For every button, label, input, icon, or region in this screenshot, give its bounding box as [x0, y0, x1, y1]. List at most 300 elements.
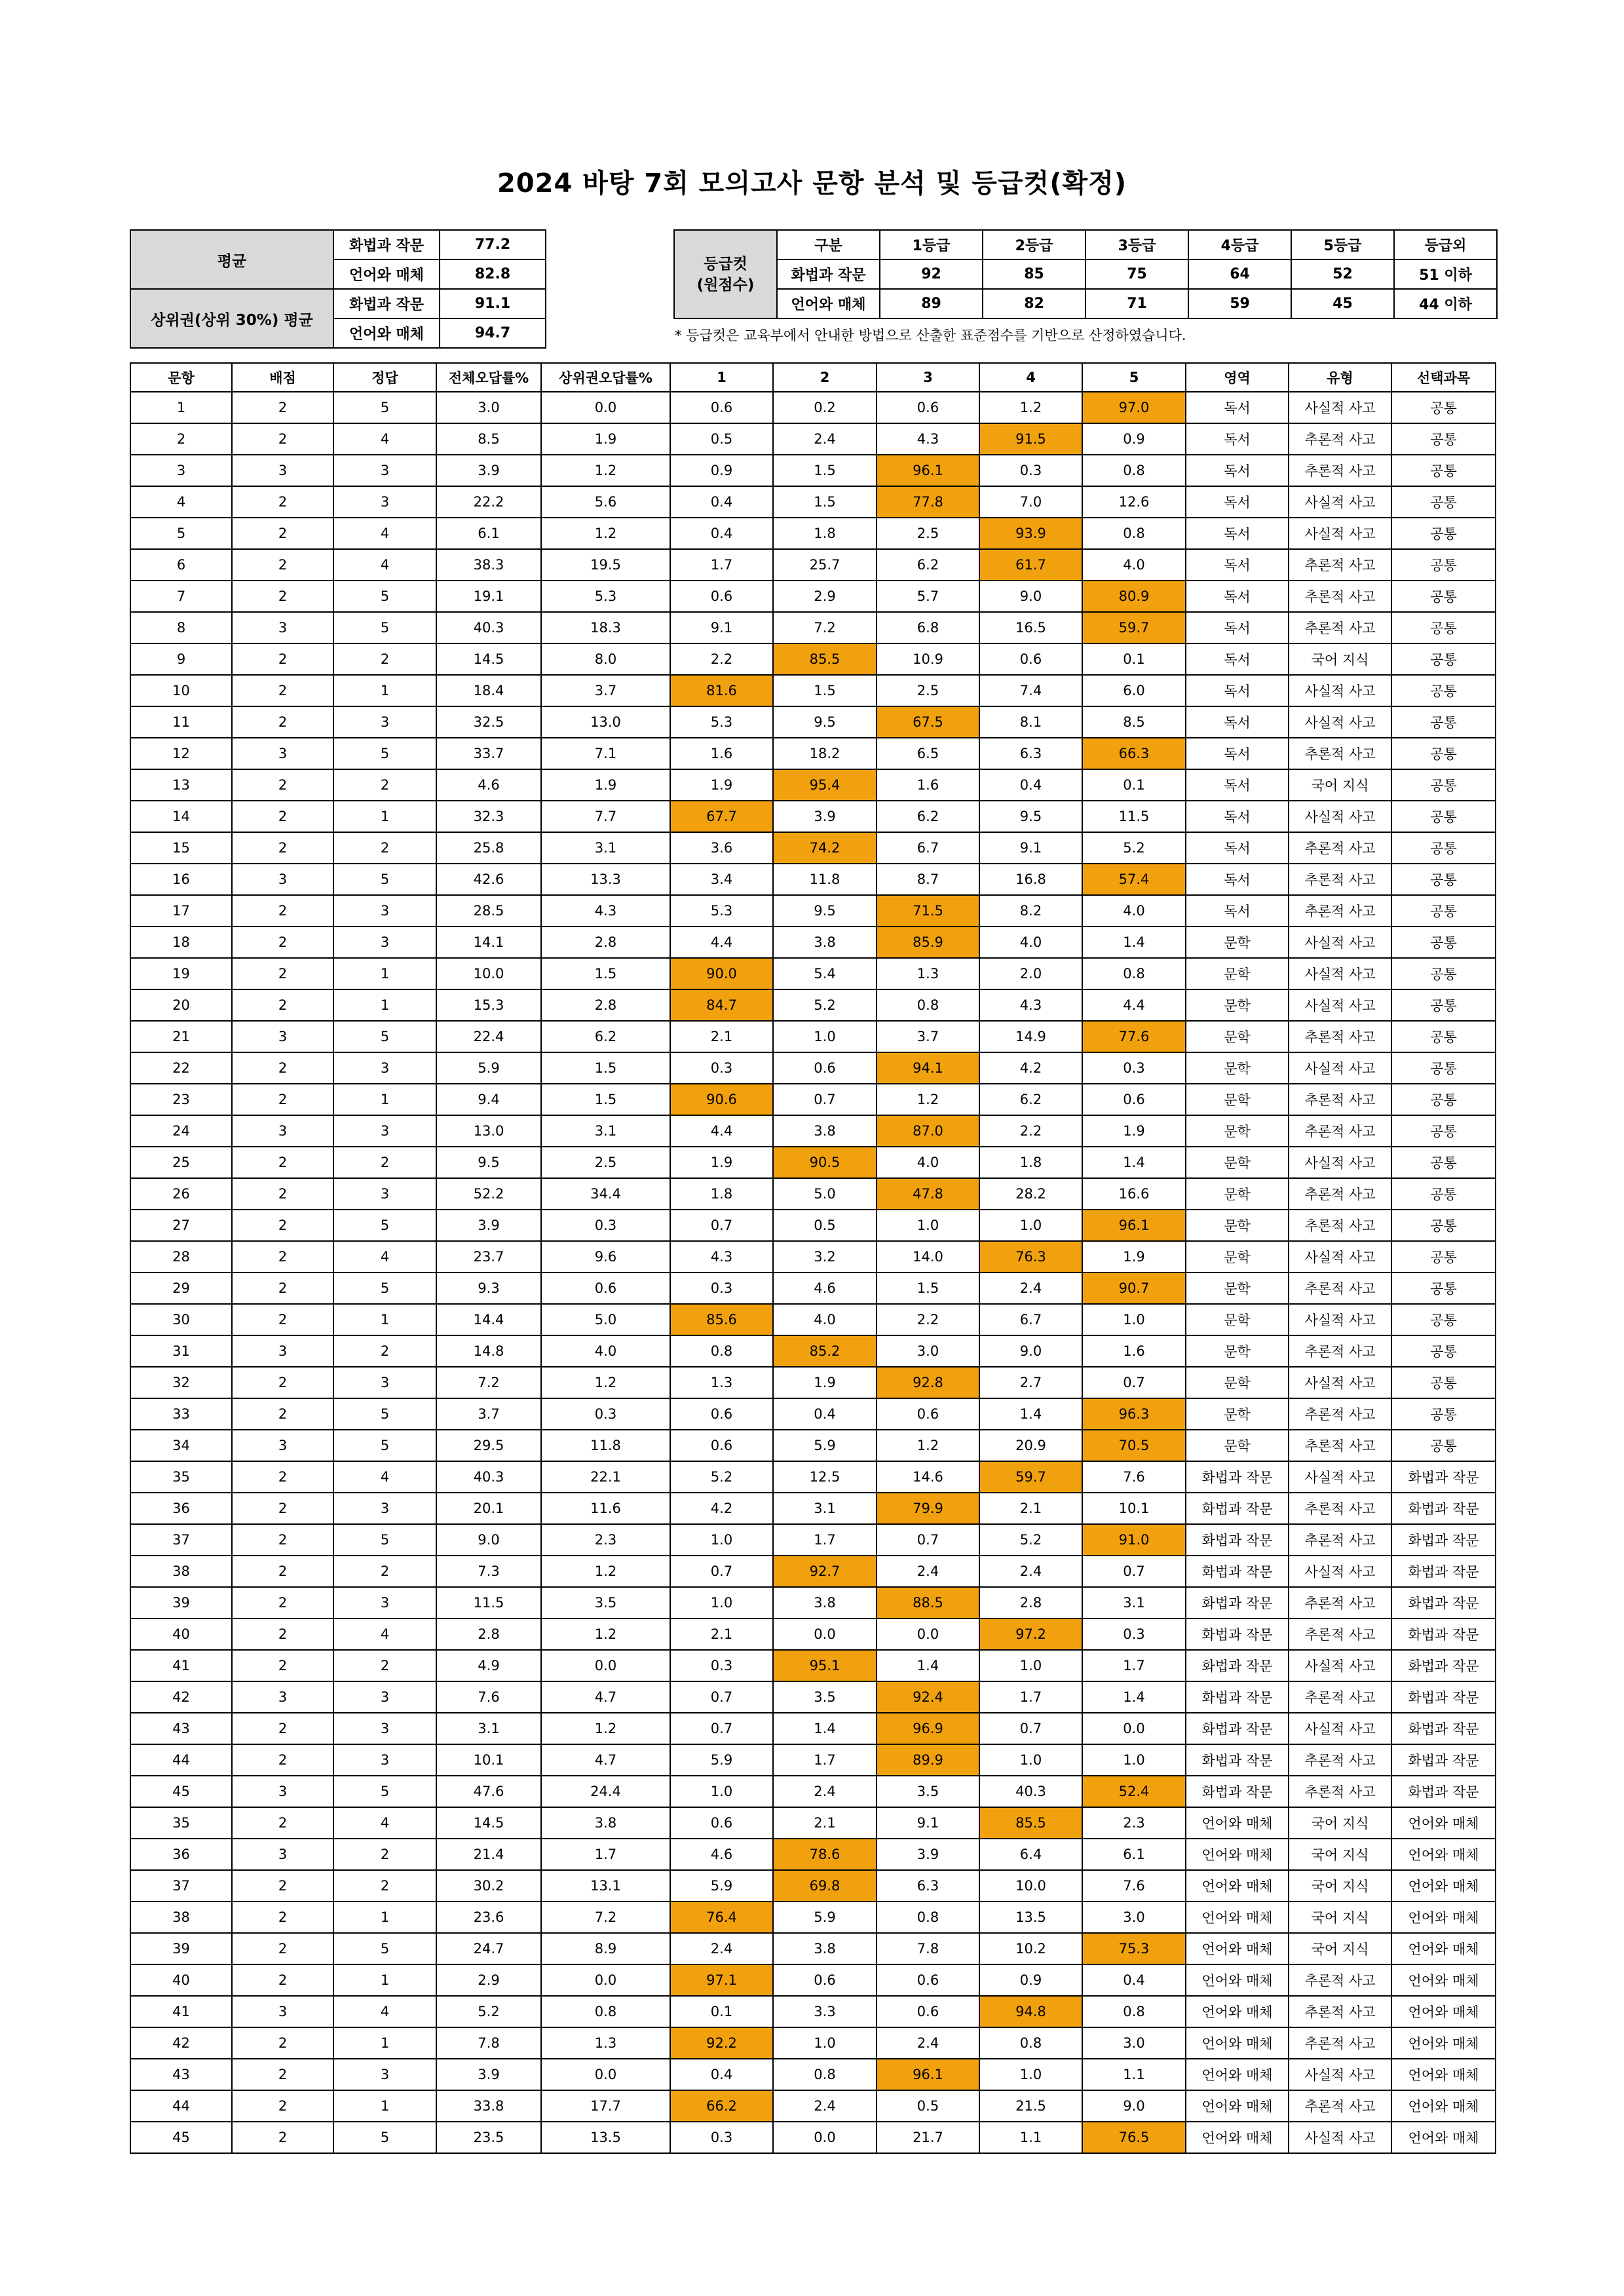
table-cell: 문학 [1186, 1241, 1289, 1272]
table-cell: 2 [232, 423, 333, 455]
table-cell: 14.0 [877, 1241, 979, 1272]
table-cell: 2 [232, 643, 333, 675]
table-cell: 사실적 사고 [1289, 1304, 1391, 1335]
table-cell: 문학 [1186, 1021, 1289, 1052]
table-cell: 공통 [1391, 801, 1496, 832]
table-cell: 4.4 [1082, 989, 1186, 1021]
table-cell: 0.6 [773, 1964, 877, 1996]
grade-cut-header-cell: 2등급 [983, 230, 1086, 259]
table-cell: 공통 [1391, 706, 1496, 738]
table-cell: 문학 [1186, 1084, 1289, 1115]
table-cell: 4.0 [541, 1335, 670, 1367]
table-cell: 11.8 [773, 864, 877, 895]
table-cell: 25 [130, 1147, 232, 1178]
table-cell: 25.7 [773, 549, 877, 581]
table-row [130, 1681, 1496, 1713]
correct-answer-cell: 70.5 [1082, 1430, 1186, 1461]
table-cell: 공통 [1391, 392, 1496, 423]
table-cell: 공통 [1391, 989, 1496, 1021]
correct-answer-cell: 75.3 [1082, 1933, 1186, 1964]
table-cell: 1.0 [979, 2059, 1082, 2090]
table-cell: 3.1 [541, 1115, 670, 1147]
table-cell: 0.3 [979, 455, 1082, 486]
table-row [130, 1272, 1496, 1304]
table-cell: 독서 [1186, 769, 1289, 801]
table-cell: 1.2 [541, 1367, 670, 1398]
table-cell: 5.2 [670, 1461, 773, 1493]
table-cell: 공통 [1391, 1367, 1496, 1398]
table-cell: 1.5 [541, 958, 670, 989]
table-cell: 추론적 사고 [1289, 1524, 1391, 1556]
table-cell: 화법과 작문 [1186, 1587, 1289, 1618]
correct-answer-cell: 85.5 [979, 1807, 1082, 1839]
table-cell: 추론적 사고 [1289, 1210, 1391, 1241]
table-cell: 화법과 작문 [1186, 1493, 1289, 1524]
table-cell: 16.8 [979, 864, 1082, 895]
table-cell: 10.1 [436, 1744, 541, 1776]
column-header: 유형 [1289, 363, 1391, 392]
table-row [130, 2122, 1496, 2153]
table-cell: 공통 [1391, 1241, 1496, 1272]
table-cell: 공통 [1391, 1398, 1496, 1430]
table-cell: 국어 지식 [1289, 1870, 1391, 1902]
table-cell: 23.6 [436, 1902, 541, 1933]
correct-answer-cell: 85.6 [670, 1304, 773, 1335]
table-cell: 0.6 [877, 392, 979, 423]
table-cell: 11.5 [1082, 801, 1186, 832]
table-cell: 1.4 [979, 1398, 1082, 1430]
table-cell: 공통 [1391, 549, 1496, 581]
table-row [130, 1996, 1496, 2027]
table-cell: 5.9 [670, 1744, 773, 1776]
table-cell: 2.1 [670, 1618, 773, 1650]
correct-answer-cell: 77.6 [1082, 1021, 1186, 1052]
table-cell: 21 [130, 1021, 232, 1052]
table-cell: 13.0 [541, 706, 670, 738]
table-cell: 독서 [1186, 643, 1289, 675]
table-cell: 1 [333, 958, 436, 989]
table-cell: 독서 [1186, 801, 1289, 832]
table-row [130, 486, 1496, 518]
table-row [130, 989, 1496, 1021]
table-cell: 1.2 [541, 1713, 670, 1744]
table-cell: 사실적 사고 [1289, 518, 1391, 549]
table-cell: 3.5 [877, 1776, 979, 1807]
table-cell: 2 [232, 1902, 333, 1933]
table-row [130, 1713, 1496, 1744]
table-cell: 2.2 [877, 1304, 979, 1335]
table-cell: 17.7 [541, 2090, 670, 2122]
table-cell: 4.0 [1082, 549, 1186, 581]
table-cell: 1 [333, 801, 436, 832]
table-row [130, 1084, 1496, 1115]
table-cell: 27 [130, 1210, 232, 1241]
table-cell: 14.1 [436, 927, 541, 958]
table-cell: 6 [130, 549, 232, 581]
table-row [130, 1933, 1496, 1964]
table-cell: 4 [333, 1618, 436, 1650]
table-cell: 5 [333, 1430, 436, 1461]
table-cell: 35 [130, 1807, 232, 1839]
table-cell: 0.0 [877, 1618, 979, 1650]
table-cell: 문학 [1186, 1272, 1289, 1304]
table-cell: 추론적 사고 [1289, 895, 1391, 927]
table-cell: 3 [232, 1776, 333, 1807]
table-cell: 12 [130, 738, 232, 769]
table-cell: 공통 [1391, 1430, 1496, 1461]
correct-answer-cell: 85.2 [773, 1335, 877, 1367]
grade-cut-value: 45 [1291, 289, 1394, 318]
grade-cut-value: 75 [1086, 259, 1188, 289]
table-cell: 문학 [1186, 1210, 1289, 1241]
table-cell: 추론적 사고 [1289, 1178, 1391, 1210]
table-cell: 2 [333, 1870, 436, 1902]
table-cell: 공통 [1391, 675, 1496, 706]
table-cell: 2.8 [436, 1618, 541, 1650]
table-cell: 4.6 [773, 1272, 877, 1304]
table-cell: 3.7 [436, 1398, 541, 1430]
table-cell: 국어 지식 [1289, 1807, 1391, 1839]
table-cell: 언어와 매체 [1186, 1839, 1289, 1870]
table-row [130, 1744, 1496, 1776]
table-row [130, 769, 1496, 801]
table-cell: 12.6 [1082, 486, 1186, 518]
table-cell: 14.5 [436, 1807, 541, 1839]
table-cell: 언어와 매체 [1391, 1964, 1496, 1996]
table-cell: 독서 [1186, 455, 1289, 486]
table-cell: 추론적 사고 [1289, 1398, 1391, 1430]
table-cell: 37 [130, 1870, 232, 1902]
avg-value-language: 82.8 [440, 259, 546, 289]
table-row [130, 1650, 1496, 1681]
table-cell: 공통 [1391, 1084, 1496, 1115]
correct-answer-cell: 92.4 [877, 1681, 979, 1713]
table-cell: 0.8 [1082, 518, 1186, 549]
table-cell: 추론적 사고 [1289, 738, 1391, 769]
table-cell: 2 [232, 1272, 333, 1304]
table-cell: 9.1 [877, 1807, 979, 1839]
table-cell: 4.3 [541, 895, 670, 927]
table-cell: 38 [130, 1556, 232, 1587]
table-cell: 5 [333, 612, 436, 643]
table-cell: 5 [333, 392, 436, 423]
table-cell: 공통 [1391, 769, 1496, 801]
correct-answer-cell: 74.2 [773, 832, 877, 864]
table-cell: 5 [333, 1210, 436, 1241]
table-cell: 3 [333, 1052, 436, 1084]
table-cell: 언어와 매체 [1186, 1996, 1289, 2027]
correct-answer-cell: 67.7 [670, 801, 773, 832]
table-cell: 0.6 [877, 1964, 979, 1996]
table-cell: 사실적 사고 [1289, 989, 1391, 1021]
table-cell: 2.4 [979, 1556, 1082, 1587]
table-cell: 언어와 매체 [1391, 2059, 1496, 2090]
table-cell: 3.6 [670, 832, 773, 864]
column-header: 5 [1082, 363, 1186, 392]
grade-cut-note: * 등급컷은 교육부에서 안내한 방법으로 산출한 표준점수를 기반으로 산정하였습니다. [675, 328, 1186, 343]
table-cell: 23 [130, 1084, 232, 1115]
table-row [130, 1147, 1496, 1178]
table-cell: 18.4 [436, 675, 541, 706]
table-cell: 추론적 사고 [1289, 832, 1391, 864]
table-cell: 0.3 [1082, 1052, 1186, 1084]
table-row [130, 675, 1496, 706]
correct-answer-cell: 76.5 [1082, 2122, 1186, 2153]
grade-cut-value: 92 [880, 259, 983, 289]
item-analysis-table [130, 362, 1496, 2154]
table-cell: 41 [130, 1996, 232, 2027]
table-cell: 6.2 [877, 801, 979, 832]
table-cell: 5 [333, 2122, 436, 2153]
table-cell: 3 [333, 927, 436, 958]
correct-answer-cell: 90.7 [1082, 1272, 1186, 1304]
table-cell: 3.5 [773, 1681, 877, 1713]
table-row [130, 1493, 1496, 1524]
table-cell: 언어와 매체 [1186, 2122, 1289, 2153]
table-cell: 사실적 사고 [1289, 1556, 1391, 1587]
table-cell: 3.8 [773, 1587, 877, 1618]
table-cell: 9.4 [436, 1084, 541, 1115]
table-cell: 9.6 [541, 1241, 670, 1272]
table-cell: 2.1 [773, 1807, 877, 1839]
correct-answer-cell: 76.3 [979, 1241, 1082, 1272]
table-cell: 5 [333, 1776, 436, 1807]
table-cell: 11.5 [436, 1587, 541, 1618]
column-header: 상위권오답률% [541, 363, 670, 392]
table-cell: 5.6 [541, 486, 670, 518]
table-cell: 3 [333, 2059, 436, 2090]
table-row [130, 2027, 1496, 2059]
correct-answer-cell: 88.5 [877, 1587, 979, 1618]
table-cell: 1.0 [670, 1524, 773, 1556]
table-cell: 0.8 [979, 2027, 1082, 2059]
table-cell: 공통 [1391, 455, 1496, 486]
table-cell: 16.5 [979, 612, 1082, 643]
table-cell: 0.8 [670, 1335, 773, 1367]
table-row [130, 864, 1496, 895]
grade-cut-value: 82 [983, 289, 1086, 318]
table-cell: 추론적 사고 [1289, 2090, 1391, 2122]
table-cell: 28 [130, 1241, 232, 1272]
table-cell: 5.9 [773, 1902, 877, 1933]
table-cell: 추론적 사고 [1289, 1021, 1391, 1052]
table-cell: 40.3 [436, 612, 541, 643]
table-cell: 6.7 [979, 1304, 1082, 1335]
column-header: 선택과목 [1391, 363, 1496, 392]
table-cell: 화법과 작문 [1391, 1618, 1496, 1650]
table-cell: 화법과 작문 [1186, 1713, 1289, 1744]
table-cell: 20.9 [979, 1430, 1082, 1461]
table-cell: 2.5 [877, 518, 979, 549]
table-cell: 6.4 [979, 1839, 1082, 1870]
table-cell: 3.0 [436, 392, 541, 423]
item-analysis-header-row [130, 363, 1496, 392]
table-cell: 1.0 [877, 1210, 979, 1241]
table-cell: 3 [232, 1021, 333, 1052]
table-row [130, 392, 1496, 423]
table-cell: 45 [130, 2122, 232, 2153]
table-cell: 사실적 사고 [1289, 1241, 1391, 1272]
table-cell: 20.1 [436, 1493, 541, 1524]
table-cell: 10.2 [979, 1933, 1082, 1964]
table-cell: 9.0 [436, 1524, 541, 1556]
table-cell: 5.2 [436, 1996, 541, 2027]
grade-cut-value: 44 이하 [1394, 289, 1497, 318]
table-cell: 2.4 [670, 1933, 773, 1964]
table-cell: 7.3 [436, 1556, 541, 1587]
table-cell: 1.7 [1082, 1650, 1186, 1681]
correct-answer-cell: 97.2 [979, 1618, 1082, 1650]
table-cell: 6.3 [877, 1870, 979, 1902]
table-cell: 2 [130, 423, 232, 455]
table-cell: 독서 [1186, 706, 1289, 738]
table-cell: 2 [232, 927, 333, 958]
table-cell: 1.4 [1082, 1681, 1186, 1713]
table-cell: 5.4 [773, 958, 877, 989]
table-cell: 문학 [1186, 1304, 1289, 1335]
table-cell: 언어와 매체 [1186, 1870, 1289, 1902]
grade-cut-header-row [674, 230, 1497, 259]
table-cell: 독서 [1186, 549, 1289, 581]
table-cell: 문학 [1186, 927, 1289, 958]
correct-answer-cell: 79.9 [877, 1493, 979, 1524]
table-cell: 0.7 [979, 1713, 1082, 1744]
table-cell: 1.0 [1082, 1744, 1186, 1776]
table-cell: 2 [232, 1052, 333, 1084]
table-cell: 33 [130, 1398, 232, 1430]
table-cell: 2 [333, 643, 436, 675]
table-cell: 국어 지식 [1289, 769, 1391, 801]
table-cell: 7.6 [1082, 1461, 1186, 1493]
correct-answer-cell: 57.4 [1082, 864, 1186, 895]
table-cell: 언어와 매체 [1391, 1902, 1496, 1933]
table-cell: 추론적 사고 [1289, 1493, 1391, 1524]
table-cell: 2.4 [877, 2027, 979, 2059]
correct-answer-cell: 96.9 [877, 1713, 979, 1744]
table-cell: 19.1 [436, 581, 541, 612]
table-cell: 6.2 [541, 1021, 670, 1052]
table-cell: 3 [333, 895, 436, 927]
table-cell: 1.4 [877, 1650, 979, 1681]
table-cell: 2 [232, 1964, 333, 1996]
table-cell: 사실적 사고 [1289, 1147, 1391, 1178]
table-cell: 2 [232, 1147, 333, 1178]
table-cell: 화법과 작문 [1186, 1556, 1289, 1587]
table-row [130, 1241, 1496, 1272]
grade-cut-subject: 화법과 작문 [777, 259, 880, 289]
table-cell: 4 [130, 486, 232, 518]
table-cell: 3.8 [773, 927, 877, 958]
correct-answer-cell: 96.3 [1082, 1398, 1186, 1430]
table-cell: 11.6 [541, 1493, 670, 1524]
table-cell: 1.2 [541, 1556, 670, 1587]
table-cell: 8.5 [436, 423, 541, 455]
table-cell: 1.3 [541, 2027, 670, 2059]
table-cell: 추론적 사고 [1289, 423, 1391, 455]
table-cell: 문학 [1186, 1430, 1289, 1461]
table-cell: 7.8 [436, 2027, 541, 2059]
table-cell: 사실적 사고 [1289, 958, 1391, 989]
table-cell: 3.0 [1082, 2027, 1186, 2059]
table-cell: 2 [333, 832, 436, 864]
table-cell: 9.3 [436, 1272, 541, 1304]
average-score-table [130, 229, 546, 349]
table-cell: 2 [232, 832, 333, 864]
table-cell: 0.9 [979, 1964, 1082, 1996]
table-cell: 7.1 [541, 738, 670, 769]
table-cell: 공통 [1391, 643, 1496, 675]
table-cell: 언어와 매체 [1391, 1933, 1496, 1964]
table-cell: 공통 [1391, 581, 1496, 612]
table-cell: 8 [130, 612, 232, 643]
table-row [130, 1776, 1496, 1807]
correct-answer-cell: 89.9 [877, 1744, 979, 1776]
table-cell: 0.7 [670, 1681, 773, 1713]
table-cell: 7.2 [541, 1902, 670, 1933]
table-row [130, 518, 1496, 549]
table-cell: 공통 [1391, 958, 1496, 989]
table-cell: 5 [333, 738, 436, 769]
table-cell: 5.3 [670, 706, 773, 738]
table-cell: 4.3 [979, 989, 1082, 1021]
table-row [130, 1902, 1496, 1933]
table-cell: 사실적 사고 [1289, 392, 1391, 423]
table-cell: 9.5 [436, 1147, 541, 1178]
correct-answer-cell: 80.9 [1082, 581, 1186, 612]
table-cell: 추론적 사고 [1289, 1115, 1391, 1147]
table-cell: 38 [130, 1902, 232, 1933]
table-cell: 43 [130, 2059, 232, 2090]
table-cell: 2 [333, 1147, 436, 1178]
correct-answer-cell: 90.6 [670, 1084, 773, 1115]
table-cell: 0.3 [541, 1398, 670, 1430]
table-row [130, 1839, 1496, 1870]
correct-answer-cell: 77.8 [877, 486, 979, 518]
table-cell: 40.3 [979, 1776, 1082, 1807]
top-average-label: 상위권(상위 30%) 평균 [130, 289, 333, 348]
table-cell: 5 [333, 1933, 436, 1964]
table-cell: 공통 [1391, 1021, 1496, 1052]
table-cell: 사실적 사고 [1289, 2122, 1391, 2153]
table-cell: 추론적 사고 [1289, 1744, 1391, 1776]
table-cell: 언어와 매체 [1186, 2027, 1289, 2059]
column-header: 4 [979, 363, 1082, 392]
table-row [130, 1398, 1496, 1430]
table-cell: 사실적 사고 [1289, 1713, 1391, 1744]
table-cell: 2.3 [541, 1524, 670, 1556]
table-cell: 3.9 [773, 801, 877, 832]
table-cell: 공통 [1391, 1272, 1496, 1304]
grade-cut-header-cell: 1등급 [880, 230, 983, 259]
correct-answer-cell: 95.4 [773, 769, 877, 801]
table-cell: 0.3 [541, 1210, 670, 1241]
table-cell: 40 [130, 1618, 232, 1650]
table-cell: 8.9 [541, 1933, 670, 1964]
table-cell: 0.0 [541, 1964, 670, 1996]
item-analysis-body [130, 392, 1496, 2153]
table-cell: 6.1 [436, 518, 541, 549]
table-cell: 언어와 매체 [1186, 2059, 1289, 2090]
table-cell: 14.9 [979, 1021, 1082, 1052]
table-cell: 1.9 [670, 769, 773, 801]
table-cell: 국어 지식 [1289, 1933, 1391, 1964]
table-cell: 독서 [1186, 832, 1289, 864]
grade-cut-header-cell: 등급외 [1394, 230, 1497, 259]
correct-answer-cell: 92.7 [773, 1556, 877, 1587]
table-cell: 4.0 [1082, 895, 1186, 927]
table-cell: 6.5 [877, 738, 979, 769]
table-cell: 32.5 [436, 706, 541, 738]
